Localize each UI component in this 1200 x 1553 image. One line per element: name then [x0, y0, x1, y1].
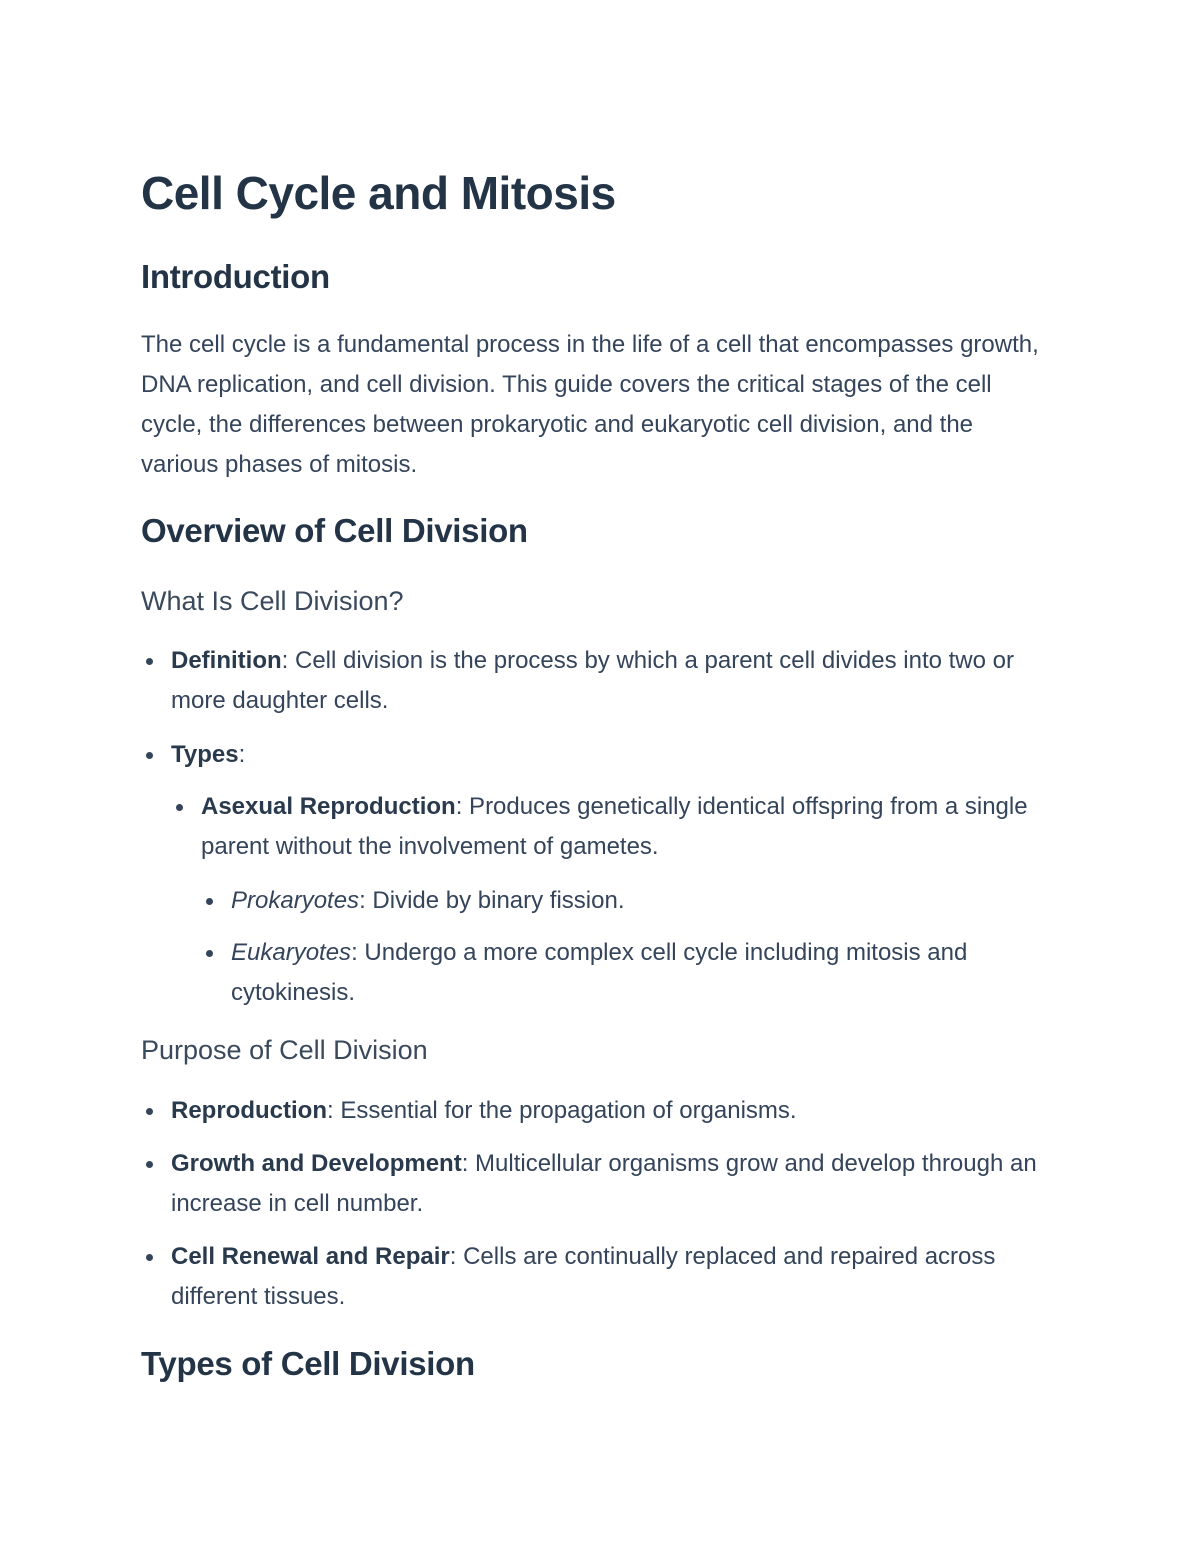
section-heading-introduction: Introduction — [141, 258, 330, 295]
list-item-cell-renewal — [171, 1237, 1051, 1317]
term-text: : Essential for the propagation of organisms. — [327, 1097, 797, 1124]
bullet-icon — [146, 1108, 153, 1115]
intro-paragraph: The cell cycle is a fundamental process in the life of a cell that encompasses growth, DNA replication, and cell division. This guide covers the critical stages of the cell cycle, the differences between prokaryotic and eukaryotic cell division, and the various phases of mitosis. — [141, 331, 1039, 478]
bullet-icon — [176, 804, 183, 811]
term-text: : — [238, 741, 246, 768]
term-text: : Produces genetically identical offspring from a single parent without the involvement of gametes. — [201, 793, 1028, 860]
list-item-prokaryotes — [231, 881, 1051, 921]
bullet-icon — [146, 1161, 153, 1168]
term-label: Reproduction — [171, 1097, 327, 1124]
term-label: Growth and Development — [171, 1150, 462, 1177]
term-label: Types — [171, 741, 239, 768]
list-item-definition — [171, 641, 1051, 721]
bullet-icon — [146, 658, 153, 665]
term-label: Asexual Reproduction — [201, 793, 456, 820]
list-item-asexual-reproduction — [201, 787, 1061, 867]
bullet-icon — [206, 950, 213, 957]
term-label: Prokaryotes — [231, 887, 360, 914]
term-label: Cell Renewal and Repair — [171, 1243, 450, 1270]
subheading-what-is-cell-division: What Is Cell Division? — [141, 586, 404, 616]
term-text: : Undergo a more complex cell cycle including mitosis and cytokinesis. — [231, 939, 968, 1006]
list-item-growth-and-development — [171, 1144, 1051, 1224]
section-heading-overview: Overview of Cell Division — [141, 512, 528, 549]
list-item-eukaryotes — [231, 933, 1051, 1013]
term-label: Eukaryotes — [231, 939, 352, 966]
term-text: : Cell division is the process by which a parent cell divides into two or more daughter cells. — [171, 647, 1014, 714]
list-item-reproduction — [171, 1091, 1051, 1131]
section-heading-types-of-cell-division: Types of Cell Division — [141, 1345, 475, 1382]
page-title: Cell Cycle and Mitosis — [141, 167, 616, 219]
term-text: : Cells are continually replaced and repaired across different tissues. — [171, 1243, 996, 1310]
term-text: : Multicellular organisms grow and develop through an increase in cell number. — [171, 1150, 1037, 1217]
term-text: : Divide by binary fission. — [359, 887, 625, 914]
bullet-icon — [206, 898, 213, 905]
list-item-types — [171, 735, 1051, 775]
bullet-icon — [146, 752, 153, 759]
subheading-purpose-of-cell-division: Purpose of Cell Division — [141, 1035, 428, 1065]
term-label: Definition — [171, 647, 282, 674]
bullet-icon — [146, 1254, 153, 1261]
